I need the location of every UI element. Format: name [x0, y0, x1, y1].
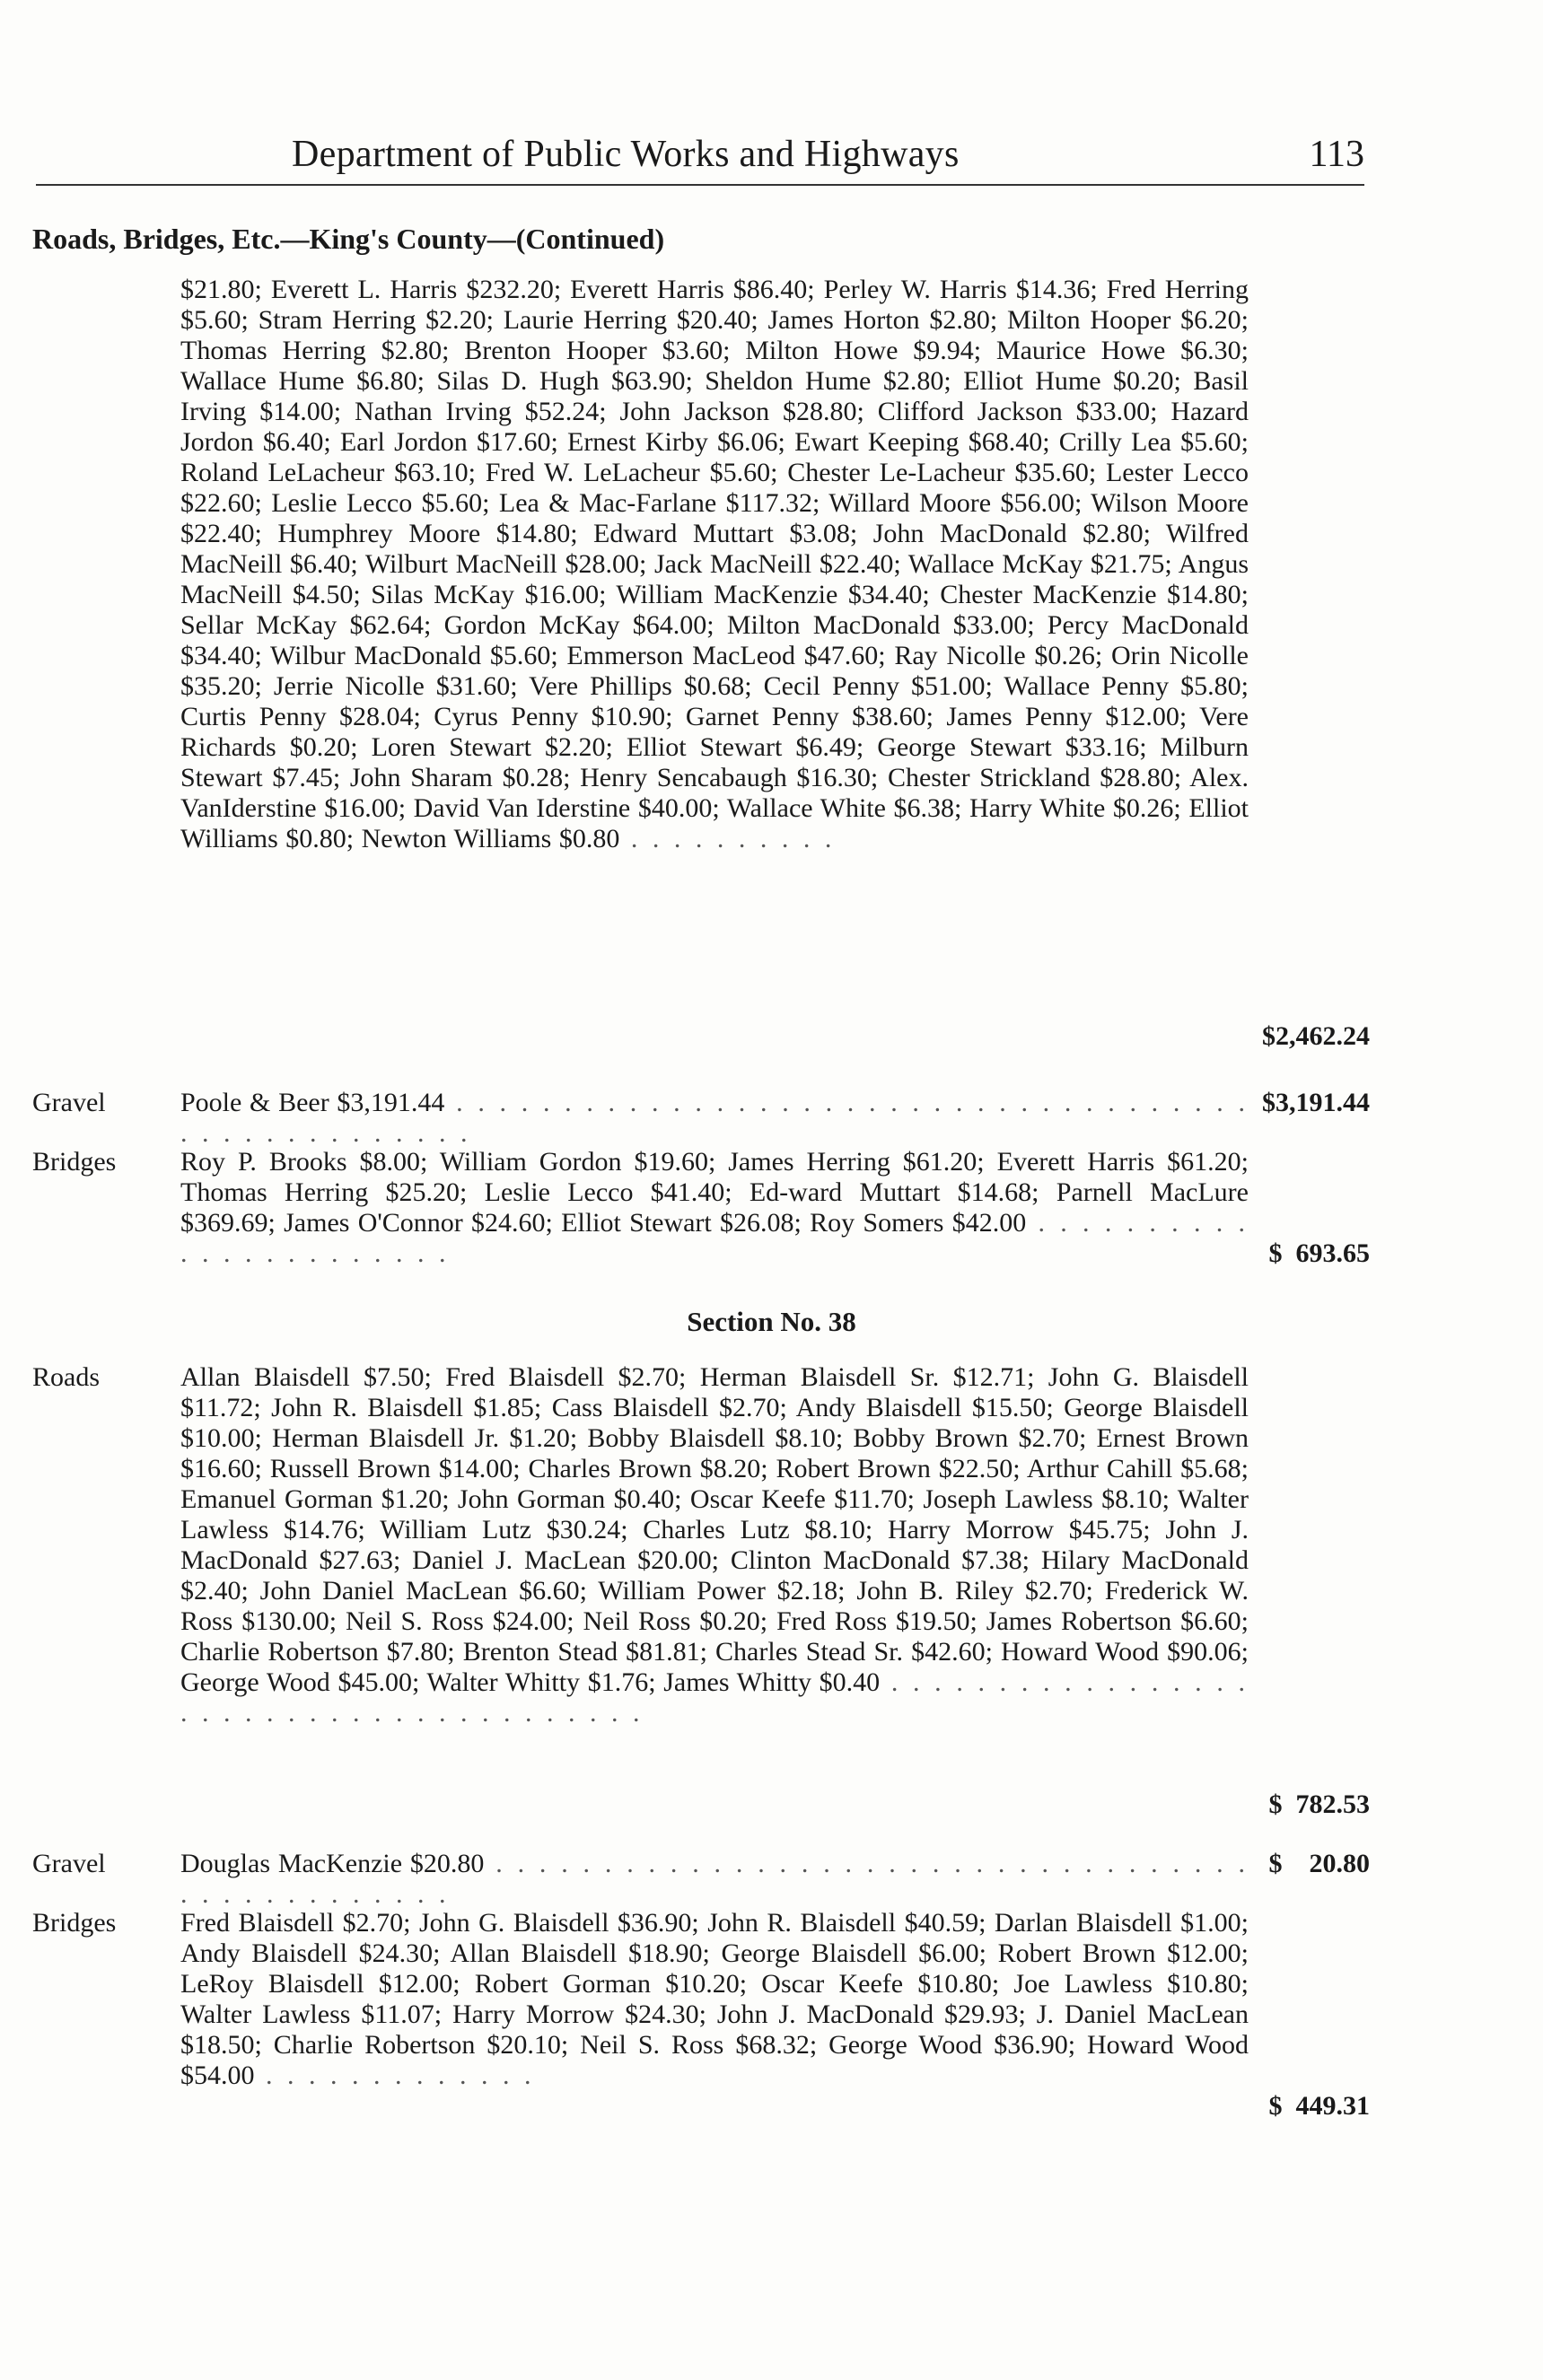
entry-category: Gravel [32, 1849, 106, 1878]
dot-leaders: . . . . . . . . . . . . . . . . . . . . . . . . . . . . . . . . . . . . . . . . . . . . . . . . . . . [180, 1088, 1249, 1148]
entry-text: Poole & Beer $3,191.44 . . . . . . . . . . . . . . . . . . . . . . . . . . . . . . . . . . . . . . . . . . . . . . . . . . . [180, 1088, 1249, 1148]
entry-total: $3,191.44 [1262, 1088, 1370, 1117]
dot-leaders: . . . . . . . . . . . . . . . . . . . . . . . [180, 1208, 1249, 1268]
section-label: Roads, Bridges, Etc.—King's County—(Continued) [32, 223, 665, 255]
entry-total: $ 693.65 [1268, 1238, 1370, 1268]
entry-category: Bridges [32, 1908, 117, 1938]
dot-leaders: . . . . . . . . . . [619, 824, 836, 853]
entry-text: Fred Blaisdell $2.70; John G. Blaisdell $36.90; John R. Blaisdell $40.59; Darlan Blaisdell $1.00; Andy Blaisdell $24.30; Allan Blaisdell $18.90; George Blaisdell $6.00; Robert Brown $12.00; LeRoy Blaisdell $12.00; Robert Gorman $10.20; Oscar Keefe $10.80; Joe Lawless $10.80; Walter Lawless $11.07; Harry Morrow $24.30; John J. MacDonald $29.93; J. Daniel MacLean $18.50; Charlie Robertson $20.10; Neil S. Ross $68.32; George Wood $36.90; Howard Wood $54.00 . . . . . . . . . . . . . [180, 1908, 1249, 2090]
dot-leaders: . . . . . . . . . . . . . . . . . . . . . . . . . . . . . . . . . . . . . . . . . . . . . . . . [180, 1849, 1249, 1909]
dot-leaders: . . . . . . . . . . . . . [254, 2061, 535, 2090]
entry-text: Roy P. Brooks $8.00; William Gordon $19.60; James Herring $61.20; Everett Harris $61.20; Thomas Herring $25.20; Leslie Lecco $41.40; Ed-ward Muttart $14.68; Parnell MacLure $369.69; James O'Connor $24.60; Elliot Stewart $26.08; Roy Somers $42.00 . . . . . . . . . . . . . . . . . . . . . . . [180, 1147, 1249, 1268]
entry-total: $ 20.80 [1268, 1849, 1370, 1878]
entry-text: Allan Blaisdell $7.50; Fred Blaisdell $2.70; Herman Blaisdell Sr. $12.71; John G. Blaisdell $11.72; John R. Blaisdell $1.85; Cass Blaisdell $2.70; Andy Blaisdell $15.50; George Blaisdell $10.00; Herman Blaisdell Jr. $1.20; Bobby Blaisdell $8.10; Bobby Brown $2.70; Ernest Brown $16.60; Russell Brown $14.00; Charles Brown $8.20; Robert Brown $22.50; Arthur Cahill $5.68; Emanuel Gorman $1.20; John Gorman $0.40; Oscar Keefe $11.70; Joseph Lawless $8.10; Walter Lawless $14.76; William Lutz $30.24; Charles Lutz $8.10; Harry Morrow $45.75; John J. MacDonald $27.63; Daniel J. MacLean $20.00; Clinton MacDonald $7.38; Hilary MacDonald $2.40; John Daniel MacLean $6.60; William Power $2.18; John B. Riley $2.70; Frederick W. Ross $130.00; Neil S. Ross $24.00; Neil Ross $0.20; Fred Ross $19.50; James Robertson $6.60; Charlie Robertson $7.80; Brenton Stead $81.81; Charles Stead Sr. $42.60; Howard Wood $90.06; George Wood $45.00; Walter Whitty $1.76; James Whitty $0.40 . . . . . . . . . . . . . . . . . . . . . . . . . . . . . . . . . . . . . . . [180, 1362, 1249, 1728]
entry-category: Bridges [32, 1147, 117, 1177]
entry-text: Douglas MacKenzie $20.80 . . . . . . . . . . . . . . . . . . . . . . . . . . . . . . . . . . . . . . . . . . . . . . . . [180, 1849, 1249, 1909]
page-header [36, 126, 1364, 179]
entry-text: $21.80; Everett L. Harris $232.20; Everett Harris $86.40; Perley W. Harris $14.36; Fred Herring $5.60; Stram Herring $2.20; Laurie Herring $20.40; James Horton $2.80; Milton Hooper $6.20; Thomas Herring $2.80; Brenton Hooper $3.60; Milton Howe $9.94; Maurice Howe $6.30; Wallace Hume $6.80; Silas D. Hugh $63.90; Sheldon Hume $2.80; Elliot Hume $0.20; Basil Irving $14.00; Nathan Irving $52.24; John Jackson $28.80; Clifford Jackson $33.00; Hazard Jordon $6.40; Earl Jordon $17.60; Ernest Kirby $6.06; Ewart Keeping $68.40; Crilly Lea $5.60; Roland LeLacheur $63.10; Fred W. LeLacheur $5.60; Chester Le-Lacheur $35.60; Lester Lecco $22.60; Leslie Lecco $5.60; Lea & Mac-Farlane $117.32; Willard Moore $56.00; Wilson Moore $22.40; Humphrey Moore $14.80; Edward Muttart $3.08; John MacDonald $2.80; Wilfred MacNeill $6.40; Wilburt MacNeill $28.00; Jack MacNeill $22.40; Wallace McKay $21.75; Angus MacNeill $4.50; Silas McKay $16.00; William MacKenzie $34.40; Chester MacKenzie $14.80; Sellar McKay $62.64; Gordon McKay $64.00; Milton MacDonald $33.00; Percy MacDonald $34.40; Wilbur MacDonald $5.60; Emmerson MacLeod $47.60; Ray Nicolle $0.26; Orin Nicolle $35.20; Jerrie Nicolle $31.60; Vere Phillips $0.68; Cecil Penny $51.00; Wallace Penny $5.80; Curtis Penny $28.04; Cyrus Penny $10.90; Garnet Penny $38.60; James Penny $12.00; Vere Richards $0.20; Loren Stewart $2.20; Elliot Stewart $6.49; George Stewart $33.16; Milburn Stewart $7.45; John Sharam $0.28; Henry Sencabaugh $16.30; Chester Strickland $28.80; Alex. VanIderstine $16.00; David Van Iderstine $40.00; Wallace White $6.38; Harry White $0.26; Elliot Williams $0.80; Newton Williams $0.80 . . . . . . . . . . [180, 275, 1249, 853]
page-number: 113 [1309, 134, 1364, 175]
entry-category: Gravel [32, 1088, 106, 1117]
section-heading: Section No. 38 [687, 1306, 856, 1337]
header-divider [36, 184, 1364, 186]
entry-total: $ 782.53 [1268, 1789, 1370, 1819]
entry-category: Roads [32, 1362, 100, 1392]
page-title: Department of Public Works and Highways [292, 134, 960, 175]
dot-leaders: . . . . . . . . . . . . . . . . . . . . . . . . . . . . . . . . . . . . . . . [180, 1667, 1249, 1728]
entry-total: $ 449.31 [1268, 2091, 1370, 2121]
entry-total: $2,462.24 [1262, 1021, 1370, 1051]
